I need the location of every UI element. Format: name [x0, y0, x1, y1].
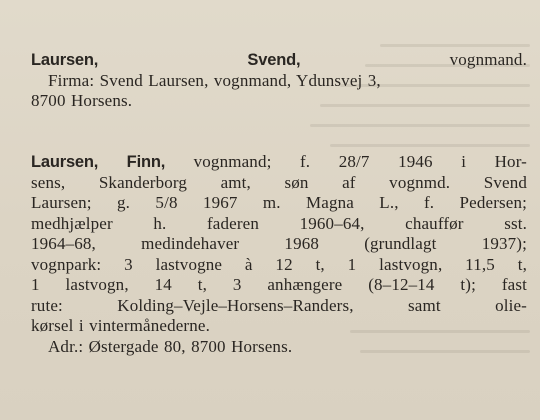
entry-text: vognpark: 3 lastvogne à 12 t, 1 lastvogn, 11,5 t, — [31, 254, 527, 274]
entry-text: 1964–68, medindehaver 1968 (grundlagt 1937); — [31, 234, 527, 253]
entry-heading-line — [31, 152, 527, 173]
entry-text: kørsel i vintermånederne. — [31, 316, 210, 335]
entry-text: Firma: Svend Laursen, vognmand, Ydunsvej 3, — [48, 70, 381, 90]
entry-text: vognmand. — [300, 50, 527, 69]
entry-text: Laursen; g. 5/8 1967 m. Magna L., f. Pedersen; — [31, 193, 527, 212]
entry-text: 1 lastvogn, 14 t, 3 anhængere (8–12–14 t); fast — [31, 275, 527, 294]
entry-text: medhjælper h. faderen 1960–64, chauffør sst. — [31, 213, 527, 233]
entry-text: 8700 Horsens. — [31, 91, 133, 110]
entry-text: rute: Kolding–Vejle–Horsens–Randers, samt olie- — [31, 295, 527, 315]
entry-text: vognmand; f. 28/7 1946 i Hor- — [165, 152, 527, 171]
entry-name: Laursen, Finn, — [31, 153, 166, 171]
entry-heading-line — [31, 50, 527, 71]
entry-finn-laursen — [31, 152, 527, 357]
entry-text: sens, Skanderborg amt, søn af vognmd. Svend — [31, 172, 527, 192]
entry-address: Adr.: Østergade 80, 8700 Horsens. — [48, 336, 293, 356]
entry-name: Laursen, Svend, — [31, 51, 301, 69]
entry-svend-laursen — [31, 50, 527, 112]
